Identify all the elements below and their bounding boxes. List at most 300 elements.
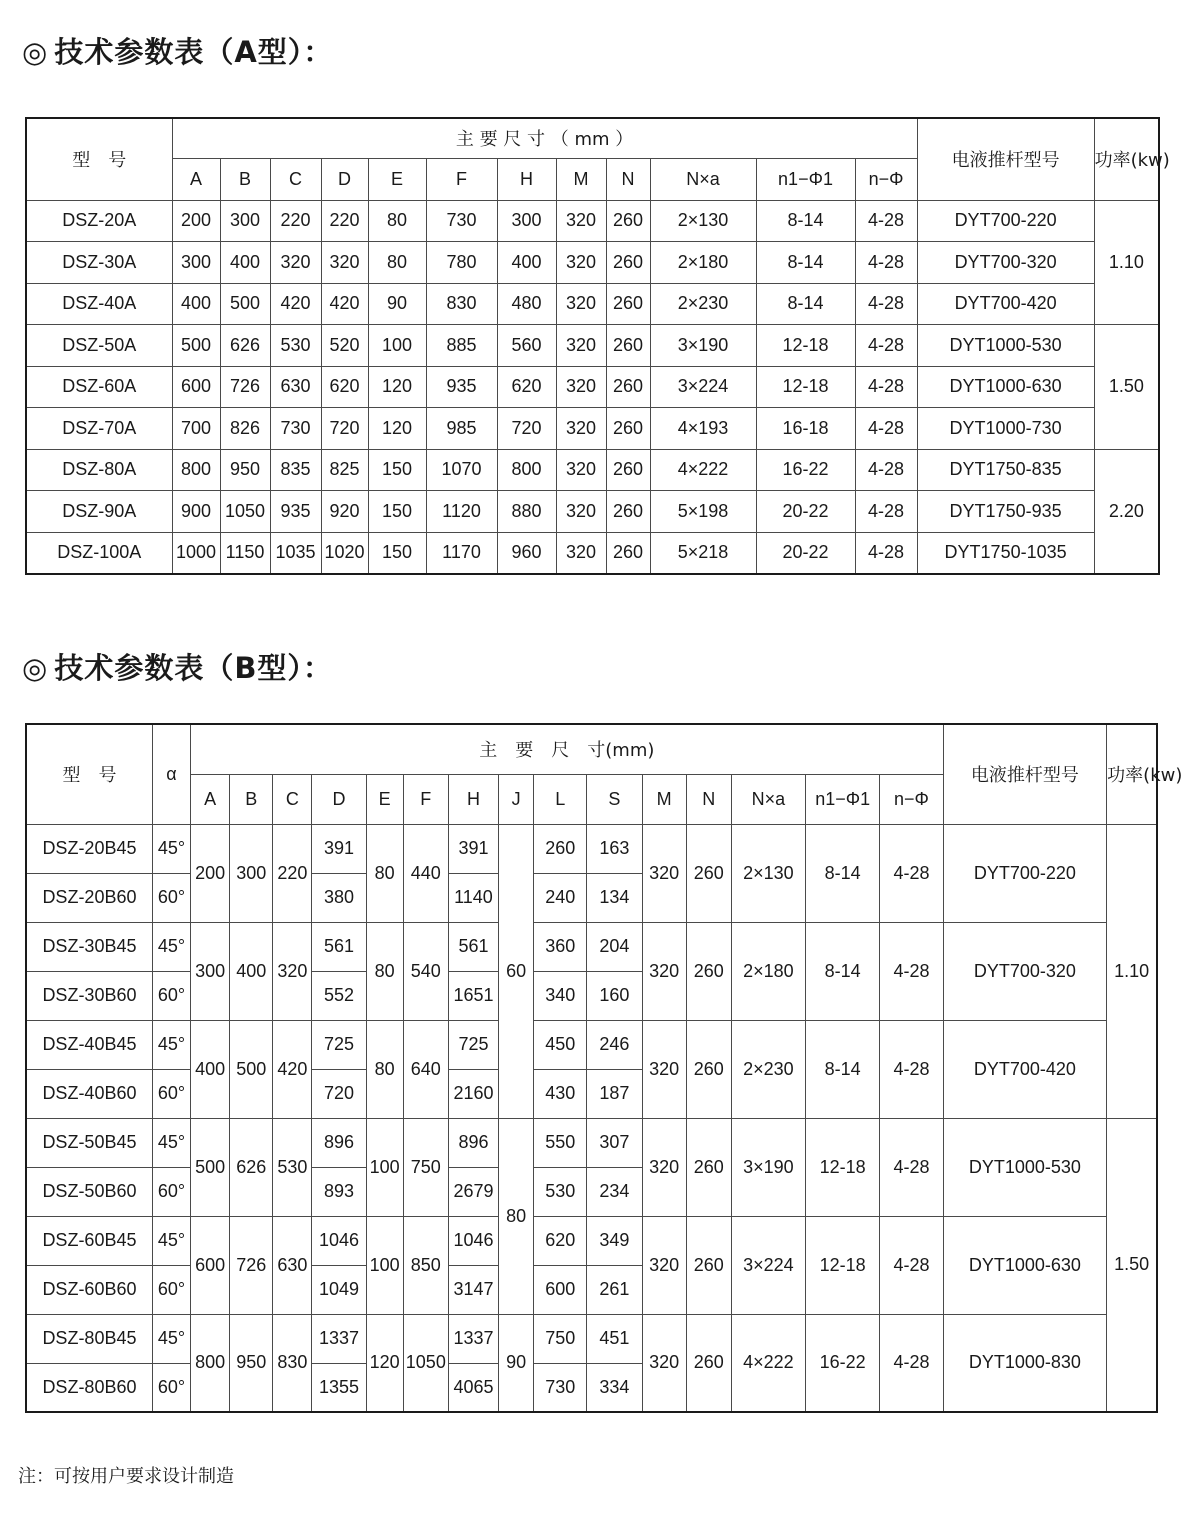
cell-e: 100 [366,1118,403,1216]
cell-n1: 8-14 [756,242,855,284]
col-header-10: M [642,774,686,824]
cell-n: 4-28 [855,366,917,408]
cell-n: 4-28 [855,283,917,325]
table-b-title: ◎ 技术参数表（B型）： [22,651,333,685]
cell-d: 1020 [321,532,368,574]
cell-n1: 20-22 [756,532,855,574]
cell-b: 300 [220,200,270,242]
model-cell: DSZ-60B60 [26,1265,152,1314]
cell-n: 260 [606,449,650,491]
cell-s: 134 [587,873,642,922]
cell-n: 260 [686,824,731,922]
table-row [26,1020,1157,1069]
model-cell: DSZ-80B60 [26,1363,152,1412]
model-cell: DSZ-50B60 [26,1167,152,1216]
cell-n: 4-28 [855,532,917,574]
cell-m: 320 [642,922,686,1020]
cell-l: 260 [534,824,587,873]
actuator-cell: DYT1750-1035 [917,532,1094,574]
cell-s: 349 [587,1216,642,1265]
actuator-cell: DYT1000-630 [943,1216,1107,1314]
alpha-cell: 60° [152,873,190,922]
cell-n: 260 [606,491,650,533]
cell-h: 2679 [448,1167,498,1216]
cell-nxa: 4×222 [650,449,756,491]
col-header-1: B [230,774,273,824]
cell-n: 4-28 [855,242,917,284]
header-power: 功率(kw) [1094,118,1159,200]
cell-b: 400 [230,922,273,1020]
actuator-cell: DYT700-320 [943,922,1107,1020]
actuator-cell: DYT1000-830 [943,1314,1107,1412]
cell-d: 1355 [312,1363,366,1412]
cell-m: 320 [556,408,606,450]
cell-l: 730 [534,1363,587,1412]
cell-d: 893 [312,1167,366,1216]
cell-e: 100 [368,325,426,367]
cell-b: 726 [230,1216,273,1314]
cell-a: 900 [172,491,220,533]
cell-l: 550 [534,1118,587,1167]
header-model: 型 号 [26,724,152,824]
cell-c: 830 [273,1314,312,1412]
cell-c: 935 [270,491,321,533]
cell-d: 1046 [312,1216,366,1265]
cell-f: 1120 [426,491,497,533]
model-cell: DSZ-50B45 [26,1118,152,1167]
alpha-cell: 60° [152,1069,190,1118]
cell-h: 880 [497,491,556,533]
header-alpha: α [152,724,190,824]
actuator-cell: DYT700-320 [917,242,1094,284]
model-cell: DSZ-60A [26,366,172,408]
table-row [26,325,1159,367]
cell-n-phi: 4-28 [880,1118,943,1216]
cell-e: 80 [366,1020,403,1118]
cell-h: 896 [448,1118,498,1167]
actuator-cell: DYT700-420 [917,283,1094,325]
cell-b: 400 [220,242,270,284]
cell-c: 420 [270,283,321,325]
model-cell: DSZ-50A [26,325,172,367]
model-cell: DSZ-100A [26,532,172,574]
model-cell: DSZ-40B60 [26,1069,152,1118]
cell-h: 3147 [448,1265,498,1314]
header-power: 功率(kw) [1107,724,1157,824]
cell-nxa: 2×230 [731,1020,805,1118]
col-header-0: A [172,158,220,200]
cell-h: 400 [497,242,556,284]
cell-nxa: 2×180 [650,242,756,284]
cell-s: 451 [587,1314,642,1363]
cell-d: 1049 [312,1265,366,1314]
cell-h: 725 [448,1020,498,1069]
col-header-3: D [321,158,368,200]
cell-f: 1070 [426,449,497,491]
cell-n: 4-28 [855,491,917,533]
header-actuator: 电液推杆型号 [943,724,1107,824]
col-header-0: A [191,774,230,824]
cell-n: 260 [606,325,650,367]
cell-b: 1150 [220,532,270,574]
cell-a: 200 [172,200,220,242]
cell-l: 600 [534,1265,587,1314]
cell-a: 600 [172,366,220,408]
table-row [26,408,1159,450]
col-header-6: H [448,774,498,824]
col-header-5: F [403,774,448,824]
col-header-9: S [587,774,642,824]
table-row [26,922,1157,971]
cell-b: 726 [220,366,270,408]
cell-nxa: 4×222 [731,1314,805,1412]
model-cell: DSZ-30B60 [26,971,152,1020]
cell-e: 80 [368,200,426,242]
cell-nxa: 3×224 [731,1216,805,1314]
table-a [25,117,1170,575]
double-circle-icon: ◎ [22,35,49,69]
cell-m: 320 [556,242,606,284]
cell-d: 825 [321,449,368,491]
table-row [26,449,1159,491]
cell-nxa: 3×224 [650,366,756,408]
cell-n1: 16-18 [756,408,855,450]
cell-nxa: 2×230 [650,283,756,325]
cell-b: 950 [230,1314,273,1412]
col-header-9: N×a [650,158,756,200]
cell-n1-phi1: 12-18 [806,1118,880,1216]
table-a-title: ◎ 技术参数表（A型）： [22,35,334,69]
cell-c: 730 [270,408,321,450]
header-actuator: 电液推杆型号 [917,118,1094,200]
col-header-3: D [312,774,366,824]
cell-b: 300 [230,824,273,922]
table-row [26,491,1159,533]
cell-h: 1046 [448,1216,498,1265]
cell-f: 780 [426,242,497,284]
cell-n1: 12-18 [756,325,855,367]
header-main-dims: 主 要 尺 寸(mm) [191,724,944,774]
cell-l: 430 [534,1069,587,1118]
cell-d: 320 [321,242,368,284]
cell-n1-phi1: 16-22 [806,1314,880,1412]
cell-s: 204 [587,922,642,971]
cell-l: 750 [534,1314,587,1363]
alpha-cell: 60° [152,971,190,1020]
cell-b: 626 [230,1118,273,1216]
model-cell: DSZ-80B45 [26,1314,152,1363]
cell-n1: 8-14 [756,283,855,325]
cell-n: 260 [606,283,650,325]
power-cell: 2.20 [1094,449,1159,574]
actuator-cell: DYT700-220 [917,200,1094,242]
model-cell: DSZ-40A [26,283,172,325]
cell-j: 80 [499,1118,534,1314]
cell-e: 150 [368,449,426,491]
col-header-4: E [368,158,426,200]
alpha-cell: 60° [152,1363,190,1412]
model-cell: DSZ-20B45 [26,824,152,873]
cell-c: 1035 [270,532,321,574]
cell-c: 320 [273,922,312,1020]
cell-n: 260 [606,200,650,242]
cell-c: 320 [270,242,321,284]
cell-n: 260 [686,1314,731,1412]
alpha-cell: 45° [152,1216,190,1265]
power-cell: 1.10 [1107,824,1157,1118]
cell-d: 620 [321,366,368,408]
cell-e: 150 [368,491,426,533]
power-cell: 1.50 [1107,1118,1157,1412]
cell-e: 120 [368,366,426,408]
cell-c: 630 [273,1216,312,1314]
actuator-cell: DYT700-220 [943,824,1107,922]
alpha-cell: 45° [152,922,190,971]
cell-l: 340 [534,971,587,1020]
cell-h: 391 [448,824,498,873]
col-header-2: C [273,774,312,824]
col-header-7: M [556,158,606,200]
cell-l: 240 [534,873,587,922]
cell-d: 720 [312,1069,366,1118]
cell-h: 720 [497,408,556,450]
alpha-cell: 45° [152,824,190,873]
cell-e: 80 [366,824,403,922]
alpha-cell: 60° [152,1265,190,1314]
col-header-7: J [499,774,534,824]
cell-n-phi: 4-28 [880,1314,943,1412]
col-header-10: n1−Φ1 [756,158,855,200]
table-row [26,200,1159,242]
cell-h: 960 [497,532,556,574]
cell-n1: 12-18 [756,366,855,408]
cell-s: 234 [587,1167,642,1216]
cell-l: 360 [534,922,587,971]
cell-n-phi: 4-28 [880,824,943,922]
cell-f: 440 [403,824,448,922]
col-header-14: n−Φ [880,774,943,824]
cell-s: 160 [587,971,642,1020]
model-cell: DSZ-80A [26,449,172,491]
cell-nxa: 4×193 [650,408,756,450]
cell-e: 120 [368,408,426,450]
col-header-13: n1−Φ1 [806,774,880,824]
cell-nxa: 2×180 [731,922,805,1020]
cell-f: 640 [403,1020,448,1118]
cell-a: 400 [191,1020,230,1118]
cell-l: 530 [534,1167,587,1216]
cell-b: 826 [220,408,270,450]
alpha-cell: 45° [152,1118,190,1167]
power-cell: 1.50 [1094,325,1159,450]
cell-c: 420 [273,1020,312,1118]
cell-f: 935 [426,366,497,408]
cell-f: 1050 [403,1314,448,1412]
table-row [26,242,1159,284]
cell-nxa: 5×218 [650,532,756,574]
cell-a: 1000 [172,532,220,574]
cell-a: 300 [191,922,230,1020]
cell-n: 4-28 [855,408,917,450]
col-header-11: n−Φ [855,158,917,200]
cell-a: 600 [191,1216,230,1314]
cell-h: 2160 [448,1069,498,1118]
cell-m: 320 [642,1314,686,1412]
cell-s: 334 [587,1363,642,1412]
cell-f: 985 [426,408,497,450]
cell-e: 80 [366,922,403,1020]
cell-b: 500 [220,283,270,325]
col-header-5: F [426,158,497,200]
col-header-8: N [606,158,650,200]
col-header-8: L [534,774,587,824]
table-row [26,283,1159,325]
cell-n: 260 [686,922,731,1020]
cell-n1: 8-14 [756,200,855,242]
cell-j: 60 [499,824,534,1118]
cell-n1-phi1: 8-14 [806,824,880,922]
cell-nxa: 3×190 [650,325,756,367]
cell-h: 300 [497,200,556,242]
cell-b: 500 [230,1020,273,1118]
cell-l: 450 [534,1020,587,1069]
cell-d: 220 [321,200,368,242]
cell-a: 700 [172,408,220,450]
table-row [26,1314,1157,1363]
cell-c: 835 [270,449,321,491]
cell-h: 1651 [448,971,498,1020]
cell-n: 4-28 [855,449,917,491]
cell-m: 320 [642,1216,686,1314]
table-row [26,532,1159,574]
actuator-cell: DYT1000-630 [917,366,1094,408]
cell-b: 1050 [220,491,270,533]
footnote: 注：可按用户要求设计制造 [18,1466,234,1487]
cell-e: 150 [368,532,426,574]
cell-h: 560 [497,325,556,367]
cell-c: 220 [273,824,312,922]
actuator-cell: DYT1000-730 [917,408,1094,450]
cell-n: 4-28 [855,325,917,367]
cell-s: 246 [587,1020,642,1069]
cell-d: 391 [312,824,366,873]
cell-nxa: 5×198 [650,491,756,533]
cell-f: 850 [403,1216,448,1314]
cell-c: 220 [270,200,321,242]
cell-h: 1140 [448,873,498,922]
cell-a: 500 [172,325,220,367]
cell-nxa: 3×190 [731,1118,805,1216]
cell-s: 163 [587,824,642,873]
double-circle-icon: ◎ [22,651,49,685]
cell-e: 120 [366,1314,403,1412]
cell-c: 530 [273,1118,312,1216]
model-cell: DSZ-20A [26,200,172,242]
cell-n: 260 [606,366,650,408]
cell-m: 320 [556,532,606,574]
table-row [26,1118,1157,1167]
cell-m: 320 [556,283,606,325]
cell-f: 830 [426,283,497,325]
cell-m: 320 [556,449,606,491]
cell-m: 320 [556,366,606,408]
cell-f: 1170 [426,532,497,574]
cell-d: 725 [312,1020,366,1069]
cell-b: 950 [220,449,270,491]
cell-a: 300 [172,242,220,284]
cell-d: 720 [321,408,368,450]
cell-a: 800 [172,449,220,491]
model-cell: DSZ-90A [26,491,172,533]
cell-f: 730 [426,200,497,242]
model-cell: DSZ-30B45 [26,922,152,971]
cell-n: 260 [686,1216,731,1314]
col-header-11: N [686,774,731,824]
cell-h: 1337 [448,1314,498,1363]
model-cell: DSZ-60B45 [26,1216,152,1265]
cell-n: 260 [606,408,650,450]
table-b [25,723,1182,1413]
actuator-cell: DYT1000-530 [917,325,1094,367]
cell-h: 800 [497,449,556,491]
actuator-cell: DYT1750-935 [917,491,1094,533]
alpha-cell: 45° [152,1020,190,1069]
cell-n: 260 [686,1118,731,1216]
col-header-12: N×a [731,774,805,824]
cell-d: 420 [321,283,368,325]
cell-f: 750 [403,1118,448,1216]
cell-a: 800 [191,1314,230,1412]
col-header-2: C [270,158,321,200]
cell-n: 260 [686,1020,731,1118]
power-cell: 1.10 [1094,200,1159,325]
cell-a: 400 [172,283,220,325]
cell-f: 885 [426,325,497,367]
actuator-cell: DYT700-420 [943,1020,1107,1118]
alpha-cell: 60° [152,1167,190,1216]
cell-nxa: 2×130 [650,200,756,242]
cell-d: 1337 [312,1314,366,1363]
cell-b: 626 [220,325,270,367]
cell-d: 552 [312,971,366,1020]
model-cell: DSZ-70A [26,408,172,450]
cell-n1-phi1: 12-18 [806,1216,880,1314]
cell-f: 540 [403,922,448,1020]
table-row [26,824,1157,873]
cell-c: 530 [270,325,321,367]
cell-m: 320 [556,491,606,533]
cell-nxa: 2×130 [731,824,805,922]
model-cell: DSZ-20B60 [26,873,152,922]
cell-n1: 20-22 [756,491,855,533]
cell-n1: 16-22 [756,449,855,491]
cell-a: 500 [191,1118,230,1216]
cell-n1-phi1: 8-14 [806,1020,880,1118]
cell-m: 320 [642,824,686,922]
cell-h: 561 [448,922,498,971]
col-header-1: B [220,158,270,200]
cell-d: 520 [321,325,368,367]
cell-d: 920 [321,491,368,533]
cell-n: 260 [606,532,650,574]
cell-s: 307 [587,1118,642,1167]
col-header-6: H [497,158,556,200]
cell-j: 90 [499,1314,534,1412]
cell-e: 90 [368,283,426,325]
cell-m: 320 [556,325,606,367]
cell-n: 4-28 [855,200,917,242]
cell-c: 630 [270,366,321,408]
